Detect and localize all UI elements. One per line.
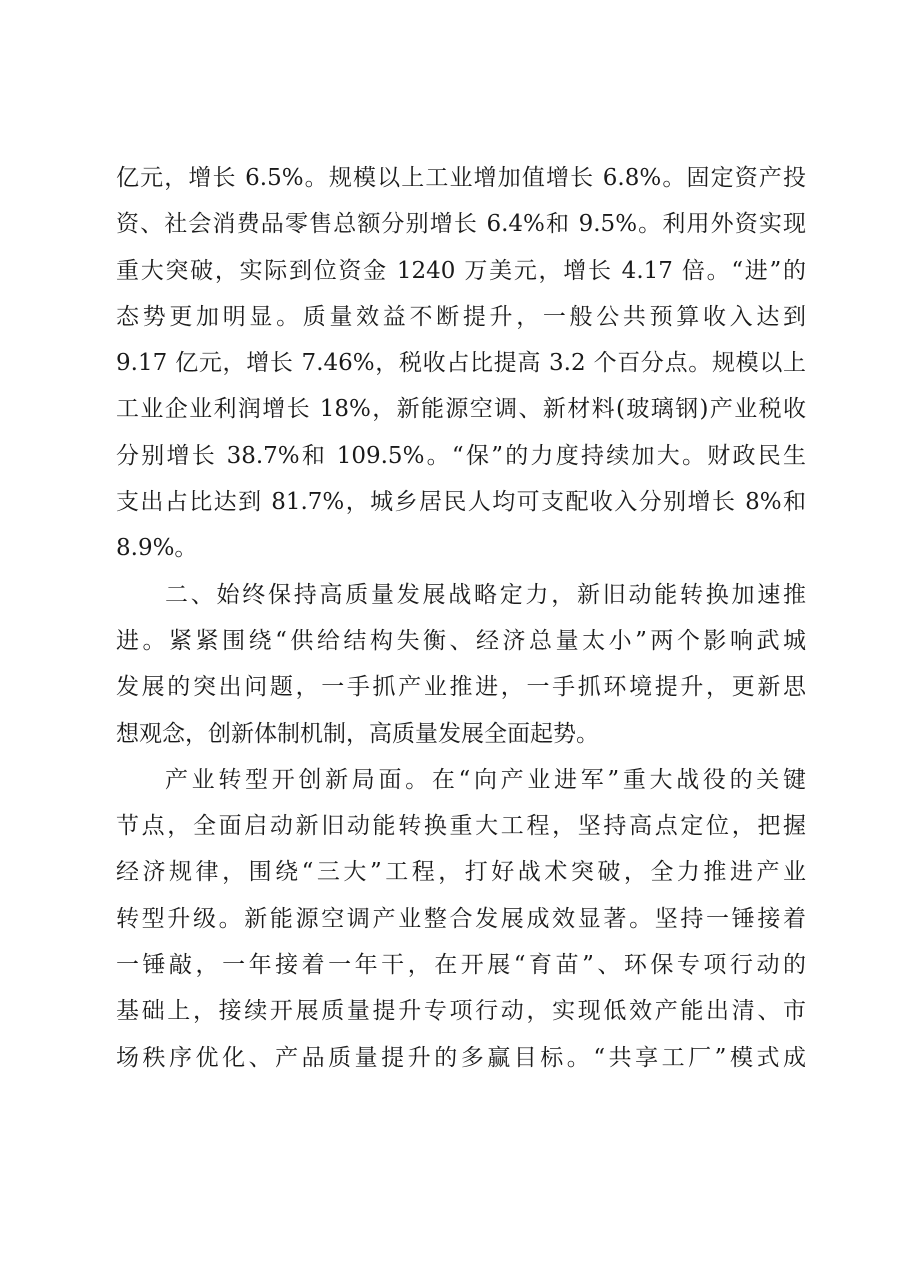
text-line: 亿元，增长 6.5%。规模以上工业增加值增长 6.8%。固定资产投	[116, 165, 806, 191]
text-line: 资、社会消费品零售总额分别增长 6.4%和 9.5%。利用外资实现	[116, 211, 806, 238]
text-line: 想观念，创新体制机制，高质量发展全面起势。	[116, 720, 599, 747]
text-line: 一锤敲，一年接着一年干，在开展“育苗”、环保专项行动的	[116, 952, 806, 979]
text-line: 重大突破，实际到位资金 1240 万美元，增长 4.17 倍。“进”的	[116, 257, 806, 284]
text-line: 基础上，接续开展质量提升专项行动，实现低效产能出清、市	[116, 998, 806, 1025]
text-line: 场秩序优化、产品质量提升的多赢目标。“共享工厂”模式成	[116, 1044, 806, 1071]
text-line: 进。紧紧围绕“供给结构失衡、经济总量太小”两个影响武城	[116, 627, 806, 654]
text-line: 9.17 亿元，增长 7.46%，税收占比提高 3.2 个百分点。规模以上	[116, 350, 806, 377]
text-line: 8.9%。	[116, 535, 198, 562]
text-line: 分别增长 38.7%和 109.5%。“保”的力度持续加大。财政民生	[116, 442, 806, 469]
text-line: 节点，全面启动新旧动能转换重大工程，坚持高点定位，把握	[116, 813, 806, 840]
paragraph-heading-line: 二、始终保持高质量发展战略定力，新旧动能转换加速推	[165, 581, 806, 608]
text-line: 转型升级。新能源空调产业整合发展成效显著。坚持一锤接着	[116, 905, 806, 932]
document-body	[116, 155, 806, 1081]
text-line: 工业企业利润增长 18%，新能源空调、新材料(玻璃钢)产业税收	[116, 396, 806, 423]
text-line: 态势更加明显。质量效益不断提升，一般公共预算收入达到	[116, 303, 806, 330]
paragraph-first-line: 产业转型开创新局面。在“向产业进军”重大战役的关键	[165, 766, 806, 793]
text-line: 发展的突出问题，一手抓产业推进，一手抓环境提升，更新思	[116, 674, 806, 701]
text-line: 支出占比达到 81.7%，城乡居民人均可支配收入分别增长 8%和	[116, 489, 806, 516]
text-line: 经济规律，围绕“三大”工程，打好战术突破，全力推进产业	[116, 859, 806, 886]
